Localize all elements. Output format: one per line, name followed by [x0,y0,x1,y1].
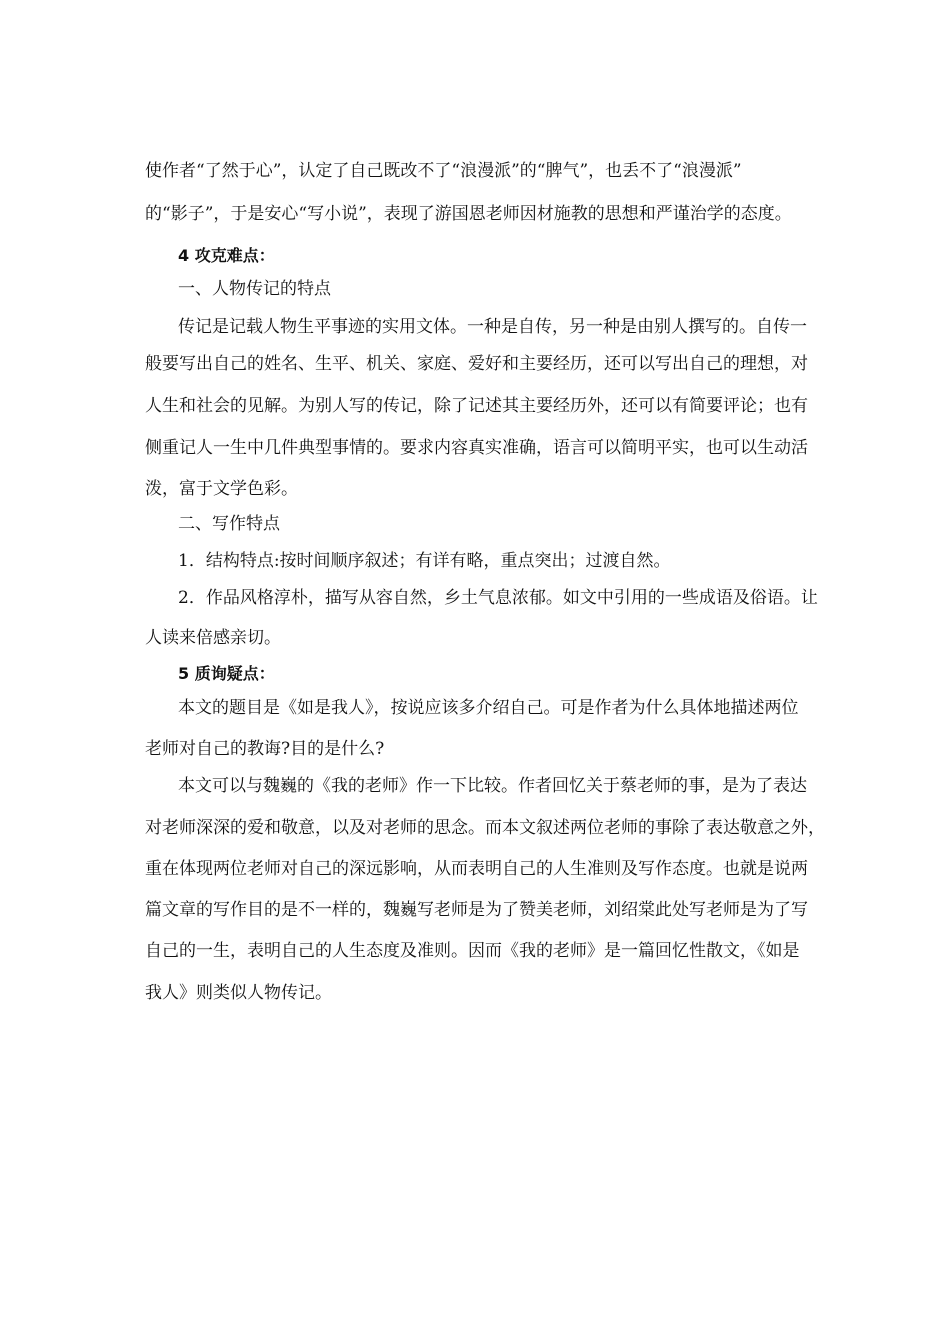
paragraph-line: 人生和社会的见解。为别人写的传记，除了记述其主要经历外，还可以有简要评论；也有 [145,396,808,416]
section-heading: 5 质询疑点： [178,664,275,683]
paragraph-line: 对老师深深的爱和敬意，以及对老师的思念。而本文叙述两位老师的事除了表达敬意之外， [145,818,825,838]
subsection-heading: 二、写作特点 [178,514,280,534]
paragraph-line: 自己的一生，表明自己的人生态度及准则。因而《我的老师》是一篇回忆性散文，《如是 [145,941,800,961]
paragraph-line: 泼，富于文学色彩。 [145,479,298,499]
paragraph-line: 重在体现两位老师对自己的深远影响，从而表明自己的人生准则及写作态度。也就是说两 [145,859,808,879]
paragraph-line: 般要写出自己的姓名、生平、机关、家庭、爱好和主要经历，还可以写出自己的理想，对 [145,354,808,374]
paragraph-line: 我人》则类似人物传记。 [145,983,332,1003]
paragraph-line: 传记是记载人物生平事迹的实用文体。一种是自传，另一种是由别人撰写的。自传一 [178,317,807,337]
paragraph-line: 本文的题目是《如是我人》，按说应该多介绍自己。可是作者为什么具体地描述两位 [178,698,799,718]
paragraph-line: 人读来倍感亲切。 [145,628,281,648]
section-heading: 4 攻克难点： [178,246,275,265]
paragraph-line: 侧重记人一生中几件典型事情的。要求内容真实准确，语言可以简明平实，也可以生动活 [145,438,808,458]
subsection-heading: 一、人物传记的特点 [178,279,331,299]
paragraph-line: 的“影子”，于是安心“写小说”，表现了游国恩老师因材施教的思想和严谨治学的态度。 [145,204,792,224]
paragraph-line: 老师对自己的教诲?目的是什么? [145,739,385,759]
list-item: 2．作品风格淳朴，描写从容自然，乡土气息浓郁。如文中引用的一些成语及俗语。让 [178,588,818,608]
paragraph-line: 本文可以与魏巍的《我的老师》作一下比较。作者回忆关于蔡老师的事，是为了表达 [178,776,807,796]
paragraph-line: 篇文章的写作目的是不一样的，魏巍写老师是为了赞美老师，刘绍棠此处写老师是为了写 [145,900,808,920]
paragraph-line: 使作者“了然于心”，认定了自己既改不了“浪漫派”的“脾气”，也丢不了“浪漫派” [145,161,742,181]
list-item: 1．结构特点:按时间顺序叙述；有详有略，重点突出；过渡自然。 [178,551,671,571]
